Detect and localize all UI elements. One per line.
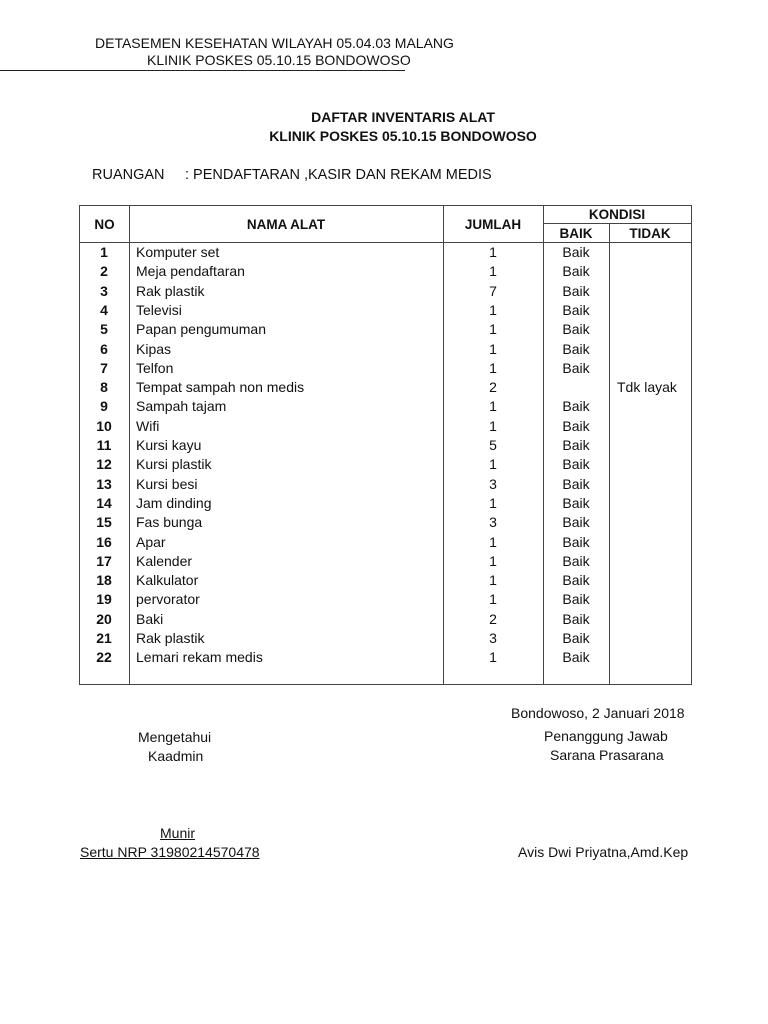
header-nama-alat: NAMA ALAT <box>246 217 326 232</box>
col-divider <box>609 223 610 684</box>
approver-rank-nrp: Sertu NRP 31980214570478 <box>80 844 260 860</box>
item-name: Wifi <box>136 417 160 434</box>
item-name: Rak plastik <box>136 282 205 299</box>
condition-good: Baik <box>562 263 590 280</box>
item-name: Kalkulator <box>136 572 199 589</box>
row-number: 10 <box>96 417 112 434</box>
item-name: Kursi kayu <box>136 437 202 453</box>
item-name: Meja pendaftaran <box>136 263 245 280</box>
row-number: 11 <box>96 437 112 453</box>
header-divider <box>0 70 405 71</box>
item-name: Lemari rekam medis <box>136 649 263 666</box>
condition-good: Baik <box>562 591 590 608</box>
condition-good: Baik <box>562 359 590 376</box>
item-quantity: 1 <box>489 321 497 338</box>
row-number: 12 <box>96 456 112 473</box>
item-name: Kipas <box>136 340 172 357</box>
item-name: Sampah tajam <box>136 398 227 415</box>
row-number: 15 <box>96 514 112 531</box>
row-number: 20 <box>96 610 112 627</box>
item-quantity: 3 <box>489 514 497 531</box>
condition-good: Baik <box>562 572 590 589</box>
room-label: RUANGAN <box>92 167 165 183</box>
item-name: Kursi besi <box>136 475 198 492</box>
col-divider <box>129 206 130 684</box>
item-name: Jam dinding <box>136 494 212 511</box>
place-date: Bondowoso, 2 Januari 2018 <box>511 705 685 721</box>
item-name: Apar <box>136 533 166 550</box>
approver-name: Munir <box>160 825 196 841</box>
row-number: 5 <box>100 321 108 338</box>
row-number: 6 <box>100 340 108 357</box>
condition-good: Baik <box>562 649 590 666</box>
row-number: 16 <box>96 533 112 550</box>
responsible-position: Sarana Prasarana <box>550 747 664 763</box>
condition-good: Baik <box>562 282 590 299</box>
condition-good: Baik <box>562 630 590 646</box>
item-name: Telfon <box>136 359 174 376</box>
item-quantity: 2 <box>489 379 497 396</box>
document-title: DAFTAR INVENTARIS ALAT <box>311 109 495 125</box>
header-baik: BAIK <box>559 226 593 241</box>
row-number: 2 <box>100 263 108 280</box>
condition-good: Baik <box>562 610 590 627</box>
condition-good: Baik <box>562 321 590 338</box>
item-quantity: 3 <box>489 475 497 492</box>
approver-position: Kaadmin <box>148 748 204 764</box>
item-name: Kursi plastik <box>136 456 212 473</box>
condition-good: Baik <box>562 456 590 473</box>
responsible-name: Avis Dwi Priyatna,Amd.Kep <box>518 844 689 860</box>
condition-good: Baik <box>562 340 590 357</box>
row-number: 19 <box>96 591 112 608</box>
item-quantity: 2 <box>489 610 497 627</box>
condition-good: Baik <box>562 475 590 492</box>
row-number: 8 <box>100 379 108 396</box>
row-number: 1 <box>100 244 108 260</box>
item-quantity: 1 <box>489 244 497 260</box>
item-name: Rak plastik <box>136 630 205 646</box>
approver-title: Mengetahui <box>138 729 212 745</box>
condition-good: Baik <box>562 533 590 550</box>
row-number: 7 <box>100 359 108 376</box>
condition-good: Baik <box>562 514 590 531</box>
institution-name: DETASEMEN KESEHATAN WILAYAH 05.04.03 MALANG <box>95 35 454 51</box>
item-quantity: 1 <box>489 456 497 473</box>
row-number: 17 <box>96 552 112 569</box>
clinic-name: KLINIK POSKES 05.10.15 BONDOWOSO <box>147 52 411 68</box>
condition-good: Baik <box>562 552 590 569</box>
item-quantity: 1 <box>489 649 497 666</box>
room-value: : PENDAFTARAN ,KASIR DAN REKAM MEDIS <box>185 167 492 183</box>
item-name: Papan pengumuman <box>136 321 266 338</box>
item-quantity: 1 <box>489 263 497 280</box>
item-quantity: 1 <box>489 301 497 318</box>
item-name: Baki <box>136 610 164 627</box>
item-quantity: 1 <box>489 533 497 550</box>
row-number: 9 <box>100 398 108 415</box>
item-name: Televisi <box>136 301 182 318</box>
row-number: 4 <box>100 301 108 318</box>
item-name: Kalender <box>136 552 193 569</box>
item-name: Tempat sampah non medis <box>136 379 305 396</box>
header-no: NO <box>94 217 115 232</box>
item-quantity: 1 <box>489 552 497 569</box>
item-quantity: 1 <box>489 591 497 608</box>
row-number: 22 <box>96 649 112 666</box>
row-divider <box>543 223 691 224</box>
header-jumlah: JUMLAH <box>464 217 522 232</box>
row-number: 18 <box>96 572 112 589</box>
row-number: 13 <box>96 475 112 492</box>
responsible-title: Penanggung Jawab <box>544 728 668 744</box>
item-quantity: 1 <box>489 359 497 376</box>
item-name: pervorator <box>136 591 200 608</box>
header-row-divider <box>80 242 691 243</box>
item-quantity: 1 <box>489 340 497 357</box>
item-name: Fas bunga <box>136 514 203 531</box>
item-quantity: 1 <box>489 494 497 511</box>
item-quantity: 1 <box>489 572 497 589</box>
condition-good: Baik <box>562 437 590 453</box>
condition-not-good: Tdk layak <box>617 379 677 396</box>
inventory-table <box>79 205 692 685</box>
document-subtitle: KLINIK POSKES 05.10.15 BONDOWOSO <box>269 128 537 144</box>
col-divider <box>443 206 444 684</box>
condition-good: Baik <box>562 244 590 260</box>
condition-good: Baik <box>562 494 590 511</box>
item-quantity: 5 <box>489 437 497 453</box>
row-number: 21 <box>96 630 112 646</box>
condition-good: Baik <box>562 417 590 434</box>
condition-good: Baik <box>562 301 590 318</box>
item-quantity: 7 <box>489 282 497 299</box>
item-quantity: 1 <box>489 398 497 415</box>
row-number: 3 <box>100 282 108 299</box>
item-quantity: 3 <box>489 630 497 646</box>
row-number: 14 <box>96 494 112 511</box>
item-name: Komputer set <box>136 244 220 260</box>
condition-good: Baik <box>562 398 590 415</box>
header-tidak: TIDAK <box>629 226 671 241</box>
header-kondisi: KONDISI <box>588 207 646 222</box>
item-quantity: 1 <box>489 417 497 434</box>
